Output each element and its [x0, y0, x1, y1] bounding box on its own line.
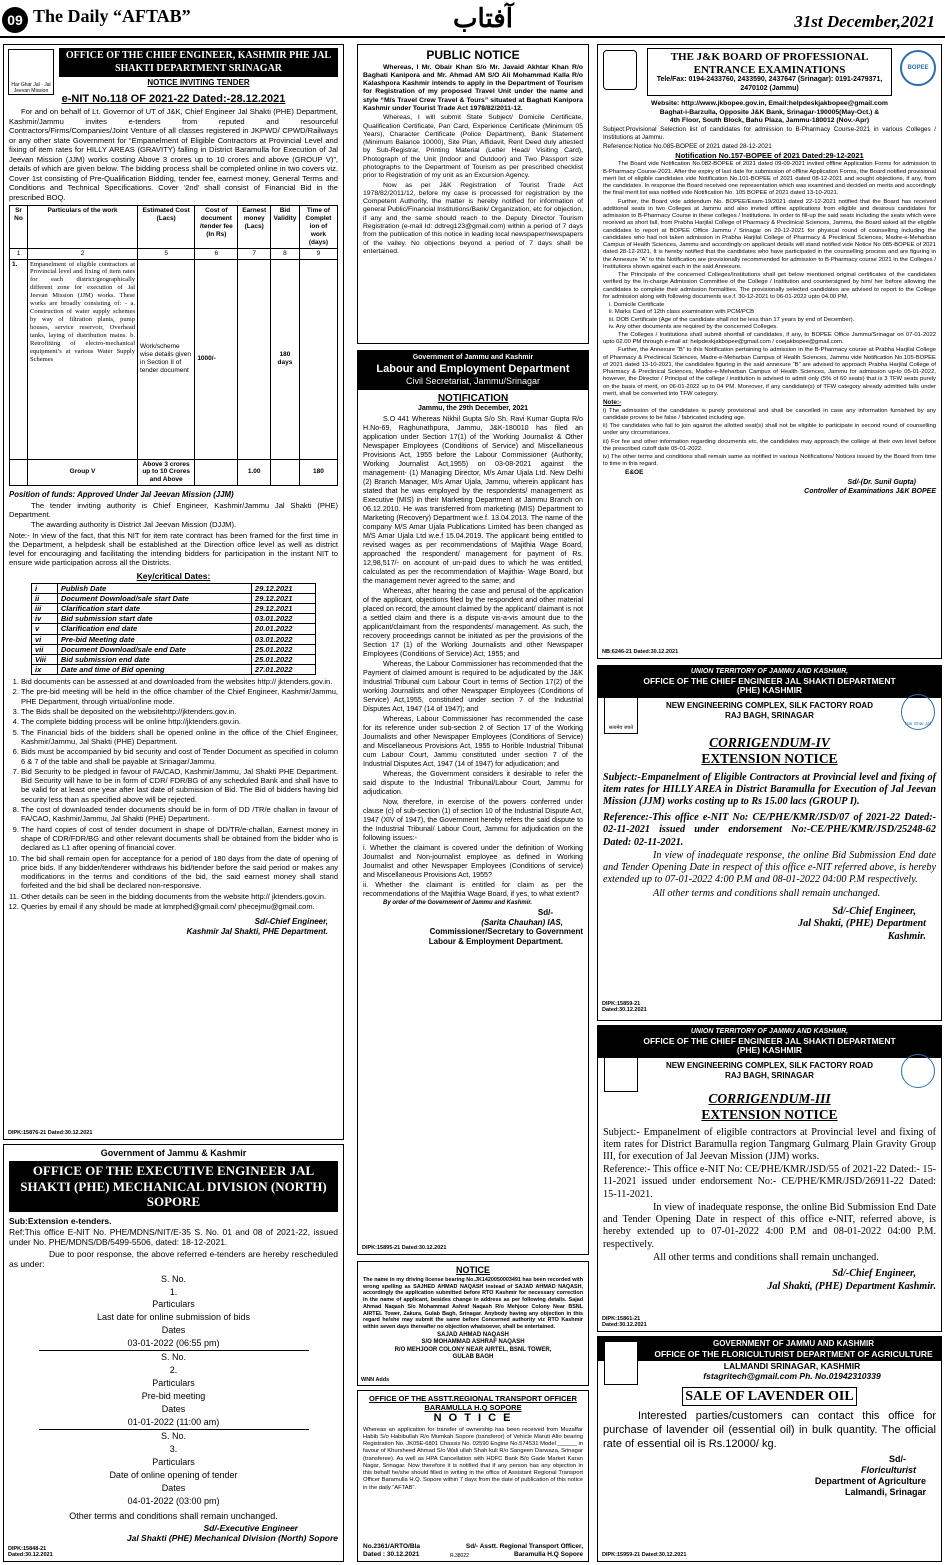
corr4-ut: UNION TERRITORY OF JAMMU AND KASHMIR, [690, 668, 849, 675]
schedule-line: 3. [169, 1444, 178, 1455]
licence-sig3: R/O MEHJOOR COLONY NEAR AIRTEL, BSNL TOWER, [394, 1346, 552, 1353]
intro-text: For and on behalf of Lt. Governor of UT of J&K, Chief Engineer Jal Shakti (PHE) Department, Kashmir/Jammu invites e-tenders from reputed and resourceful Contractors/Firms/Companies/Joint Venture of all classes registered in JKPWD/ CPWD/Railways or any other state Government for “Empanelment of Eligible Contractors at Provincial Level and fixing of item rates for HILLY AREAS (GRAVITY) falling in District Baramulla for Execution of Jal Jeevan Mission (JJM) works costing Above 3 crores up to 10 crores and above (GROUP V)”, details of which are given below. The bidding process shall be completed online in two covers viz. Cover 1st consisting of Pre-Qualification Bidding, tender fee, earnest money, General Terms and Conditions and Technical Specifications. Cover ‘2nd’ shall consist of Financial Bid in the prescribed BOQ. [9, 107, 338, 202]
bopee-notification-no: Notification No.157-BOPEE of 2021 Dated:29-12-2021 [675, 151, 864, 161]
schedule-line: Particulars [152, 1457, 195, 1468]
key-date-row [32, 583, 316, 593]
bopee-address-1: Baghat-i-Barzulla, Opposite J&K Bank, Srinagar-190005(May-Oct.) & [659, 108, 880, 116]
col-num: 1 [10, 248, 28, 259]
signature-title: Sd/-Chief Engineer, [254, 917, 328, 927]
bopee-nb: NB:6246-21 Dated:30.12.2021 [602, 649, 679, 656]
group-time: 180 [299, 459, 337, 486]
corr3-address-2: RAJ BAGH, SRINAGAR [725, 1070, 814, 1080]
rto-dated: Dated : 30.12.2021 [363, 1551, 420, 1559]
bopee-sig2: Controller of Examinations J&K BOPEE [804, 487, 936, 495]
bopee-doc-item: i. Domicile Certificate [609, 302, 665, 309]
term-item: 7. Bid Security to be pledged in favour of FA/CAO, Kashmir/Jammu, Jal Shakti PHE Department. Bid Security will have to be in form of CDR/ FDR/BG of any scheduled Bank and shall have to be valid for at least one year after last date of submission of Bid. The Bid of bidders having bid security less than as specified above will be rejected. [21, 767, 338, 804]
labour-notification-title: NOTIFICATION [437, 392, 509, 404]
col-num: 2 [28, 248, 138, 259]
th-validity: Bid Validity [271, 206, 300, 249]
corr3-body-2: All other terms and conditions shall remain unchanged. [653, 1251, 879, 1263]
sopore-extension-notice [3, 1144, 344, 1562]
bopee-logo: BOPEE [900, 50, 936, 86]
group-sr [10, 459, 28, 486]
flori-title: SALE OF LAVENDER OIL [682, 1387, 857, 1406]
corr3-dipk: DIPK:15861-21 Dated:30.12.2021 [602, 1315, 647, 1329]
flori-gov: GOVERNMENT OF JAMMU AND KASHMIR [712, 1339, 875, 1348]
labour-secretariat: Civil Secretariat, Jammu/Srinagar [405, 375, 541, 386]
term-item: 1. Bid documents can be assessed at and downloaded from the websites http:// jktenders.gov.in. [21, 677, 338, 686]
sopore-sig2: Jal Shakti (PHE) Mechanical Division (North) Sopore [126, 1533, 338, 1544]
corr4-address-1: NEW ENGINEERING COMPLEX, SILK FACTORY ROAD [666, 701, 873, 711]
corr4-title: CORRIGENDUM-IV [709, 734, 830, 750]
public-notice [357, 44, 589, 344]
bopee-doc-item: iii. DOB Certificate (Age of the candidate shall not be less than 17 years by end of December). [609, 316, 855, 323]
key-no: iv [32, 614, 58, 624]
bopee-note: iii) For fee and other information regarding documents etc. the candidates may approach the college at their own level before the prescribed cutoff date 05-01-2022. [603, 438, 936, 452]
key-date-row [32, 594, 316, 604]
rto-notice [357, 1390, 589, 1562]
key-date-row [32, 665, 316, 675]
key-no: ix [32, 665, 58, 675]
schedule-line: Particulars [152, 1378, 195, 1389]
schedule-line: Particulars [152, 1299, 195, 1310]
th-time: Time of Complet ion of work (days) [299, 206, 337, 249]
bopee-reference: Reference:Notice No.085-BOPEE of 2021 dated 28-12-2021 [603, 142, 772, 150]
inviting-authority: The tender inviting authority is Chief Engineer, Kashmir/Jammu Jal Shakti (PHE) Department. [9, 500, 338, 520]
public-para-3: Now as per J&K Registration of Tourist Trade Act 1978/82/2011/12, before my case is processed for registration by the Competent Authority, the matter is hereby notified for information of general Public/Financial Institutions/Bank/ Organization, etc for objection, if any and the same should reach to the Deputy Director Tourism Registration (e-mail Id: ddtreg123@gmail.com) within a period of 7 days from the publication of this notice in leading local newspaper/newspapers of the valley. No objections beyond a period of 7 days shall be entertained. [363, 181, 583, 255]
key-label: Publish Date [57, 583, 251, 593]
corr4-body-2: All other terms and conditions shall remain unchanged. [653, 887, 881, 899]
sopore-sig1: Sd/-Executive Engineer [203, 1522, 298, 1533]
group-label: Group V [28, 459, 138, 486]
emblem-icon [603, 50, 637, 90]
labour-dept: Labour and Employment Department [376, 362, 570, 375]
key-date: 25.01.2022 [251, 644, 315, 654]
public-para-2: Whereas, I will submit State Subject/ Domicile Certificate, Qualification Certificate, Pan Card, Experience Certificate (Minimum 05 Years), Character Certificate (Police Department), Bank Statement (Minimum Balance 10000), Site Plan, Affidavit, Rent Deed duly attested by Sub-Registrar, Printing Material (Letter Head/ Visiting Card), Photograph of the Unit (Indoor and Outdoor) and Two Passport size photographs to the Department of Tourism as per prescribed checklist prior to Registration of my unit as an Excursion Agency. [363, 114, 583, 180]
rto-sig1: Sd/- Asstt. Regional Transport Officer, [465, 1543, 583, 1551]
schedule-line: Last date for online submission of bids [96, 1312, 251, 1323]
labour-header [358, 351, 588, 390]
key-label: Document Download/sale start Date [57, 594, 251, 604]
corr3-address-1: NEW ENGINEERING COMPLEX, SILK FACTORY ROAD [666, 1061, 873, 1071]
corr4-subject: Subject:-Empanelment of Eligible Contractors at Provincial level and fixing of item rates for HILLY AREA in District Baramulla for Execution of Jal Jeevan Mission (JJM) works costing up to Rs 15.00 lacs (GROUP I). [603, 771, 936, 807]
sopore-heading: OFFICE OF THE EXECUTIVE ENGINEER JAL SHAKTI (PHE) MECHANICAL DIVISION (NORTH) SOPORE [9, 1161, 338, 1212]
schedule-line: 1. [169, 1286, 178, 1297]
corr4-sig1: Sd/-Chief Engineer, [832, 905, 916, 917]
dipk-number: DIPK:15876-21 Dated:30.12.2021 [8, 1130, 93, 1137]
public-para-1: Whereas, I Mr. Obair Khan S/o Mr. Javaid Akhtar Khan R/o Baghati Kanipora and Mr. Ahmad AM S/O Ali Mohammad Kalla R/o Kalashpora Kashmir intends to apply in the Department of Tourism for Registration of my proposed Travel Unit under the name and style “M/s Travel Crew Travel & Tours” situated at Baghati Kanipora Kashmir under Tourist Trade Act 1978/82/2011-12. [363, 63, 583, 113]
col-num: 6 [195, 248, 238, 259]
labour-gov: Government of Jammu and Kashmir [412, 354, 534, 361]
key-dates-title: Key/critical Dates: [136, 570, 211, 581]
key-no: ii [32, 594, 58, 604]
sopore-tail: Other terms and conditions shall remain unchanged. [69, 1510, 278, 1521]
labour-para: Whereas, the Labour Commissioner has recommended that the Payment of claimed amount is required to be adjudicated by the J&K Industrial Tribunal cum Labour Court in terms of Section 17(2) of the working Journalists and other Newspaper Employees (Conditions of Service) Act,1955, constituted under section 7 of the Industrial Disputes Act, 1947 (14 of 1947); and [363, 659, 583, 713]
har-ghar-jal-logo [901, 1054, 935, 1088]
corr3-subtitle: EXTENSION NOTICE [701, 1107, 838, 1123]
corr3-header [598, 1026, 941, 1058]
key-date: 27.01.2022 [251, 665, 315, 675]
th-cost: Estimated Cost (Lacs) [138, 206, 195, 249]
labour-para: S.O 441 Whereas Nikhil Gupta S/o Sh. Ravi Kumar Gupta R/o H.No-69, Raghunathpura, Jammu, J&K-180010 has filed an application under Section 17(1) of the Working Journalist & Other Newspaper Employees (Conditions of Service) and Miscellaneous Provisions Act, 1955 before the Labour Commissioner (Authority, Working Journalist Act,1955) on 03-08-2021 against the management- (1) Managing Director, M/s Amar Ujala Ltd. New Delhi (2) Branch Manager, M/s Amar Ujala, Jammu, wherein applicant has stated that he was employed by the respondents/ management as Executive (MIS) in their Marketing Department at Jammu Branch on 06.12.2010. He was transferred from marketing (MIS) Department to Marketing (Recovery) Department w.e.f. 13.04.2013. The name of the company M/S Amar Ujala Publications Limited has been changed as M/S Amar Ujala Ltd w.e.f 15.04.2019. The applicant being entitled to revised wages as per recommendations of Majithia Wage Board, approached the respondent/ management for payment of Rs. 12,98,517/- on account of un-paid dues to which he was entitled, calculated as per the recommendation of Majithia- Wage Board, but the management never agreed to the same; and [363, 414, 583, 585]
rto-heading-2: BARAMULLA H.Q SOPORE [424, 1403, 522, 1413]
bopee-website: Website: http://www.jkbopee.gov.in, Email:helpdeskjakbopee@gmail.com [651, 100, 888, 108]
sopore-dipk: DIPK:15848-21 Dated:30.12.2021 [8, 1545, 53, 1559]
rto-body: Whereas an application for transfer of ownership has been received from Muzaffar Habib S/o Habibullah R/o Mumkah Sopore (transferor) of Vehicle Maruti Alto bearing Registration No. JK05E-6801 Chassis No. 02590 Engine No.574531 Model ______ in favour of Khursheed Ahmad S/o Wali ullah Shah kuli R/o Sangeen Darwaza, Srinagar (transferee). As well as HPA Cancellation with HDFC Bank B/o Gade Market Karan Nagar, Srinagar. Now therefore it is notified that if any person has any objection in this behalf he/she should filled in writing in the office of Assistant Regional Transport Officer Baramulla H.Q. Sopore within 7 days from the date of publication of this notice in the daily “AFTAB”. [363, 1426, 583, 1491]
corrigendum-iv [597, 665, 942, 1021]
key-no: v [32, 624, 58, 634]
sopore-schedule-table [39, 1273, 309, 1508]
row-work: Empanelment of eligible contractors at Provincial level and fixing of item rates for each district/geographically different zone for execution of Jal Jeevan Mission (JJM) works. These works are broadly consisting of: - a. Construction of water supply schemes by way of filtration plants, pump houses, service reservoir, Overhead tanks, laying of distribution mains. b. Retrofitting of electro-mechanical equipment’s at various Water Supply Schemes [28, 259, 138, 459]
licence-sig2: S/O MOHAMMAD ASHRAF NAQASH [421, 1339, 525, 1346]
har-ghar-jal-logo: Har Ghar Jal · Jal Jeevan Mission [8, 49, 54, 95]
corrigendum-iii [597, 1025, 942, 1332]
corr4-address-2: RAJ BAGH, SRINAGAR [725, 710, 814, 720]
corr4-header [598, 666, 941, 698]
key-no: vii [32, 644, 58, 654]
corr3-title: CORRIGENDUM-III [708, 1090, 831, 1106]
corr4-dipk: DIPK:15859-21 Dated:30.12.2021 [602, 1000, 647, 1014]
bopee-notification [597, 44, 942, 659]
key-date-row [32, 644, 316, 654]
term-item: 5. The Financial bids of the bidders shall be opened online in the office of the Chief Engineer, Kashmir/Jammu, Jal Shakti (PHE) Department. [21, 728, 338, 747]
flori-dipk: DIPK:15959-21 Dated:30.12.2021 [602, 1552, 687, 1559]
bopee-note: ii) The candidates who fail to join against the allotted seat(s) shall not be eligible to participate in second round of counselling under any circumstances. [603, 423, 936, 437]
schedule-line: Date of online opening of tender [109, 1470, 238, 1481]
sopore-subject: Sub:Extension e-tenders. [9, 1215, 112, 1226]
licence-name-notice [357, 1261, 589, 1386]
signature-dept: Kashmir Jal Shakti, PHE Department. [186, 927, 328, 937]
row-fee: 1000/- [195, 259, 238, 459]
bopee-address-2: 4th Floor, South Block, Bahu Plaza, Jammu-180012 (Nov.-Apr) [669, 116, 870, 124]
group-validity [271, 459, 300, 486]
flori-contact: fstagritech@gmail.com Ph. No.01942310339 [703, 1371, 881, 1382]
paper-name: The Daily “AFTAB” [33, 6, 191, 26]
key-date-row [32, 654, 316, 664]
emblem-icon: सत्यमेव जयते [604, 694, 638, 734]
bopee-note-heading: Note:- [603, 399, 622, 407]
key-label: Date and time of Bid opening [57, 665, 251, 675]
bopee-subject: Subject:Provisional Selection list of candidates for admission to B-Pharmacy Course-2021 in various Colleges / Institutions at Jammu. [603, 126, 936, 141]
rto-heading-1: OFFICE OF THE ASSTT.REGIONAL TRANSPORT OFFICER [369, 1394, 577, 1403]
term-item: 3. The Bids shall be deposited on the websitehttp://jktenders.gov.in. [21, 707, 338, 716]
corr4-body: In view of inadequate response, the online Bid Submission End date and Tender Opening Date in respect of this office e-NIT referred above, is hereby extended up to 07-01-2022 4:00 P.M and 08-01-2022 04:00 P.M respectively. [603, 849, 936, 886]
key-date-row [32, 614, 316, 624]
helpdesk-note: Note:- In view of the fact, that this NIT for item rate contract has been framed for the first time in the Department, a helpdesk shall be established at the Direction office level as well as district level for encouraging and facilitating the intending bidders for participation in the instant NIT to ensure wide participation across all the Districts. [9, 530, 338, 568]
labour-sig2: Commissioner/Secretary to Government [429, 927, 583, 937]
corr3-body: In view of inadequate response, the online Bid Submission End Date and Tender Opening Date in respect of this office e-NIT, referred above, is hereby extended up to 07-01-2022 4:00 P.M and 08-01-2022 04:00 P.M. respectively. [603, 1201, 936, 1250]
bopee-header-box [647, 48, 892, 96]
labour-sd: Sd/- [537, 907, 553, 917]
labour-para: Now, therefore, in exercise of the powers conferred under clause (c) of sub-section (1) of section 10 of the Industrial Dispute Act, 1947 (XIV of 1947), the Government hereby refers the said dispute to the Industrial Tribunal/ Labour Court, Jammu for adjudication on the following issues:- [363, 797, 584, 842]
corr3-subject: Subject:- Empanelment of eligible contractors at Provincial level and fixing of item rates for District Baramulla region Tangmarg Gulmarg Plain Gravity Group III, for execution of Jal Jeevan Mission (JJM) works. [603, 1126, 936, 1162]
row-sr: 1. [10, 259, 28, 459]
key-no: i [32, 583, 58, 593]
schedule-line: Dates [161, 1483, 186, 1494]
schedule-line: 04-01-2022 (03:00 pm) [127, 1496, 220, 1507]
awarding-authority: The awarding authority is District Jal Jeevan Mission (DJJM). [31, 520, 237, 530]
key-no: Viii [32, 654, 58, 664]
har-ghar-jal-logo: Har Ghar Jal [901, 694, 935, 730]
corr3-reference: Reference:- This office e-NIT No: CE/PHE/KMR/JSD/55 of 2021-22 Dated:- 15-11-2021 issued under endorsement No:- CE/PHE/KMR/JSD/26911-22 Dated: 15-11-2021. [603, 1164, 936, 1200]
group-cost: Above 3 crores up to 10 Crores and Above [138, 459, 195, 486]
notice-subheading: NOTICE INVITING TENDER [147, 78, 250, 87]
key-label: Clarification start date [57, 604, 251, 614]
term-item: 9. The hard copies of cost of tender document in shape of DD/TR/e-challan, Earnest money in shape of CDR/FDR/BG and other relevant documents shall be obtained from the bidder who is declared as L1 after opening of financial cover. [21, 825, 338, 853]
labour-para: Whereas, after hearing the case and perusal of the application of the applicant, objections filed by the respondent and other material placed on record, the amount claimed by the applicant/ claimant is not a settled claim and there is a dispute vis-a-vis amount due to the applicant/claimant from the respondents/ management. As such, the recovery proceedings cannot be initiated as per the provisions of the Section 17 (1) of the Working Journalists and other Newspaper Employees (Conditions of Service) Act, 1955; and [363, 586, 583, 658]
row-cost: Work/scheme wise details given in Section II of tender document [138, 259, 195, 459]
th-work: Particulars of the work [28, 206, 138, 249]
row-time [299, 259, 337, 459]
key-date: 29.12.2021 [251, 604, 315, 614]
tender-notice-jal-shakti [3, 44, 344, 1140]
key-date: 03.01.2022 [251, 614, 315, 624]
rto-ref-no: No.2361/ARTO/Bla [363, 1543, 420, 1551]
col-num: 9 [299, 248, 337, 259]
corr4-office: OFFICE OF THE CHIEF ENGINEER JAL SHAKTI DEPARTMENT (PHE) KASHMIR [643, 675, 896, 696]
term-item: 8. The cost of downloaded tender documents should be in form of DD /TR/e challan in favour of FA/CAO, Kashmir/Jammu, Jal Shakti (PHE) Department. [21, 805, 338, 824]
schedule-line: 01-01-2022 (11:00 am) [39, 1416, 309, 1429]
key-date-row [32, 634, 316, 644]
bopee-note: iv) The other terms and conditions shall remain same as notified in various Notifications/ Notices issued by the Board from time to time in this regard. [603, 454, 936, 468]
flori-body: Interested parties/customers can contact this office for purchase of lavender oil (essential oil) in bulk quantity. The official rate of essential oil is Rs.12000/ kg. [603, 1409, 936, 1451]
sopore-reference: Ref:This office E-NIT No. PHE/MDNS/NIT/E-35 S. No. 01 and 08 of 2021-22, issued under No. PHE/MDNS/DB/5499-5506, dated: 18-12-2021. [9, 1227, 338, 1248]
terms-list [9, 677, 338, 911]
corr4-sig3: Kashmir. [887, 930, 926, 942]
th-sr: Sr No [10, 206, 28, 249]
corr4-subtitle: EXTENSION NOTICE [701, 751, 838, 767]
key-date: 29.12.2021 [251, 583, 315, 593]
schedule-line: S. No. [160, 1431, 186, 1442]
term-item: 4. The complete bidding process will be online http://jktenders.gov.in. [21, 717, 338, 726]
schedule-line: Pre-bid meeting [141, 1391, 206, 1402]
bopee-para: The Principals of the concerned Colleges/Institutions shall get below mentioned original certificates of the candidates verified by the In-charge Admission Committee of the College / Institution and countersigned by him/ her before allowing the candidates to complete their admission formalities. The provisionally selected candidates are advised to report to the College for admission along with following documents w.e.f. 30-12-2021 to 06-01-2022 upto 04.00 PM. [603, 272, 936, 300]
corr3-ut: UNION TERRITORY OF JAMMU AND KASHMIR, [690, 1028, 849, 1035]
labour-issue-2: ii. Whether the claimant is entitled for claim as per the recommendations of the Majithia Wage Board, if yes, to what extent? [363, 880, 583, 898]
labour-para: Whereas, the Government considers it desirable to refer the said dispute to the Industrial Tribunal/Labour Court, Jammu for adjudication. [363, 769, 583, 796]
rto-notice-title: N O T I C E [433, 1412, 513, 1425]
bopee-doc-item: iv. Any other documents are required by the concerned Colleges. [609, 323, 778, 330]
group-em: 1.00 [238, 459, 271, 486]
corr3-sig2: Jal Shakti, (PHE) Department Kashmir. [767, 1280, 936, 1292]
schedule-line: Dates [161, 1325, 186, 1336]
flori-sig3: Lalmandi, Srinagar [844, 1487, 926, 1498]
licence-notice-title: NOTICE [455, 1265, 490, 1275]
rto-sig2: Baramulla H.Q Sopore [514, 1551, 583, 1559]
schedule-line: Dates [161, 1404, 186, 1415]
key-no: iii [32, 604, 58, 614]
th-em: Earnest money (Lacs) [238, 206, 271, 249]
flori-sig1: Floriculturist [860, 1465, 916, 1476]
key-date-row [32, 604, 316, 614]
bopee-title: THE J&K BOARD OF PROFESSIONAL ENTRANCE EXAMINATIONS [670, 51, 869, 76]
row-em [238, 259, 271, 459]
term-item: 12. Queries by email if any should be made at kmrphed@gmail.com/ phecejmu@gmail.com. [21, 902, 338, 911]
flori-office: OFFICE OF THE FLORICULTURIST DEPARTMENT OF AGRICULTURE [654, 1348, 933, 1359]
labour-issue-1: i. Whether the claimant is covered under the definition of Working Journalist and Non-journalist employee as defined in Working Journalist and other Newspaper Employees (Conditions of service) and Miscellaneous Provisions Act, 1955? [363, 843, 583, 879]
flori-header [598, 1337, 941, 1361]
public-notice-title: PUBLIC NOTICE [426, 48, 520, 62]
licence-sig4: GULAB BAGH [452, 1353, 494, 1360]
work-table [9, 205, 338, 486]
key-date: 20.01.2022 [251, 624, 315, 634]
flori-sig2: Department of Agriculture [814, 1476, 926, 1487]
bopee-para: Further, the Board vide addendum No. BOPEE/Exam-19/2021 dated 22-12-2021 notified that the Board has received additional seats in two Colleges at Jammu and also invited offline applications from eligible and desirous candidates for admission to B-Pharmacy Course in these colleges / Institutions. In order to fill-up the said seats including the seats which were received as short fall, from Prabha Harjilal College of Pharmacy & Preclinical Sciences, Jammu, the Board asked all the eligible candidates to report at BOPEE Office Jammu / Srinagar on 29-12-2021 for physical round of counselling including the candidates who had not taken admission in Prabha Harjilal College of Pharmacy & Preclinical Sciences, Madre-e-Meharban Campus of Health Sciences, Jammu and accordingly on applicant details will stand notified vide Notice No 085-BOPEE of 2021 dated 28-12-2021. It is hereby notified that the candidates who have participated in the counselling process and are figuring in the Annexure “A” to this Notification are provisionally recommended for admission to B-Pharmacy course 2021 in the Colleges / Institutions shown against each in the said Annexure. [603, 198, 936, 270]
issue-date: 31st December,2021 [794, 12, 935, 31]
key-label: Bid submission end date [57, 654, 251, 664]
labour-para: Whereas, Labour Commissioner has recommended the case for its reference under sub-section 2 of Section 17 of the Working Journalists and other Newspaper Employees (Conditions of Service) and Miscellaneous Provisions Act, 1955 to Horible Industrial Tribunal cum Labour Court, Jammu constituted under section 7 of the Industrial Disputes Act, 1947 (14 of 1947) for adjudication; and [363, 714, 583, 768]
key-label: Pre-bid Meeting date [57, 634, 251, 644]
rto-code: R.38022 [450, 1552, 469, 1559]
key-date: 29.12.2021 [251, 594, 315, 604]
labour-order: By order of the Government of Jammu and Kashmir. [383, 899, 533, 906]
masthead-logo: آفتاب [453, 4, 513, 34]
row-validity: 180 days [271, 259, 300, 459]
masthead [0, 0, 945, 38]
nit-number: e-NIT No.118 OF 2021-22 Dated:-28.12.2021 [61, 92, 286, 105]
bopee-doc-item: ii. Marks Card of 12th class examination with PCM/PCB [609, 309, 755, 316]
emblem-icon [604, 1054, 638, 1092]
group-fee [195, 459, 238, 486]
notice-heading: OFFICE OF THE CHIEF ENGINEER, KASHMIR PHE JAL SHAKTI DEPARTMENT SRINAGAR [59, 48, 338, 77]
bopee-tel: Tele/Fax: 0194-2433760, 2433590, 2437647 (Srinagar): 0191-2479371, 2470102 (Jammu) [656, 76, 883, 92]
key-no: vi [32, 634, 58, 644]
term-item: 2. The pre-bid meeting will be held in the office chamber of the Chief Engineer, Kashmir/Jammu, PHE Department, through virtual/online mode. [21, 687, 338, 706]
flori-sd: Sd/- [889, 1454, 906, 1465]
labour-sig1: (Sarita Chauhan) IAS, [481, 917, 563, 927]
bopee-sig1: Sd/-(Dr. Sunil Gupta) [847, 479, 916, 487]
lavender-oil-notice [597, 1336, 942, 1562]
sopore-body: Due to poor response, the above referred e-tenders are hereby rescheduled as under: [9, 1248, 338, 1270]
position-of-funds: Position of funds: Approved Under Jal Jeevan Mission (JJM) [9, 490, 234, 500]
labour-sig3: Labour & Employment Department. [428, 937, 563, 947]
col-num: 8 [271, 248, 300, 259]
corr4-sig2: Jal Shakti, (PHE) Department [798, 918, 926, 930]
term-item: 6. Bids must be accompanied by bid security and cost of Tender Document as specified in column 6 & 7 of the table and shall be payable at Srinagar/Jammu. [21, 747, 338, 766]
key-date: 25.01.2022 [251, 654, 315, 664]
page-number: 09 [2, 7, 28, 33]
bopee-para: The Colleges / Institutions shall submit shortfall of candidates, if any, to BOPEE Office Jammu/Srinagar on 07-01-2022 upto 02.00 PM through e-mail at: helpdeskjakbopee@gmail.com / coejakbopee@gmail.com. [603, 331, 936, 346]
key-label: Document Download/sale end Date [57, 644, 251, 654]
flori-address: LALMANDI SRINAGAR, KASHMIR [723, 1361, 861, 1372]
schedule-line: S. No. [160, 1352, 186, 1363]
schedule-line: S. No. [160, 1273, 186, 1284]
sopore-gov: Government of Jammu & Kashmir [100, 1148, 247, 1158]
col-num: 7 [238, 248, 271, 259]
term-item: 10. The bid shall remain open for acceptance for a period of 180 days from the date of opening of price bids. If any bidder/tenderer withdraws his bid/tender before the said period or makes any modifications in the terms and conditions of the bid, the said earnest money shall stand forfeited and the bid shall be declared non-responsive. [21, 854, 338, 891]
key-label: Clarification end date [57, 624, 251, 634]
schedule-line: 2. [169, 1365, 178, 1376]
licence-sig1: SAJAD AHMAD NAQASH [437, 1331, 509, 1338]
schedule-line: 03-01-2022 (06:55 pm) [39, 1337, 309, 1350]
licence-ads-tag: WNN Adds [361, 1377, 390, 1384]
labour-date: Jammu, the 29th December, 2021 [417, 405, 529, 413]
bopee-note: i) The admission of the candidates is purely provisional and shall be cancelled in case any information furnished by any candidate proves to be false / fabricated including age. [603, 407, 936, 422]
labour-dipk: DIPK:15895-21 Dated:30.12.2021 [362, 1245, 447, 1252]
corr4-reference: Reference:-This office e-NIT No: CE/PHE/KMR/JSD/07 of 2021-22 Dated:- 02-11-2021 issued under endorsement No:-CE/PHE/KMR/JSD/25248-62 Dated: 02-11-2021. [603, 812, 936, 848]
key-label: Bid submission start date [57, 614, 251, 624]
key-date-row [32, 624, 316, 634]
corr3-office: OFFICE OF THE CHIEF ENGINEER JAL SHAKTI DEPARTMENT (PHE) KASHMIR [643, 1035, 896, 1056]
bopee-para: The Board vide Notification No.082-BOPEE of 2021 dated 09-09-2021 invited offline Application Forms for admission to B-Pharmacy Course-2021. After the expiry of last date for submission of offline Application Forms, the Board notified provisional merit list of eligible candidates vide Notification No.101-BOPEE of 2021 dated 08-12-2021 and sought objections, if any, from the candidates. In response the Board received one representation which was examined and decided on merits and accordingly the final merit list was notified vide Notification No. 105 BOPEE of 2021 dated 13-10-2021. [603, 161, 936, 197]
key-dates-table [31, 583, 316, 675]
key-date: 03.01.2022 [251, 634, 315, 644]
bopee-para: Further, the Annexure “B” to this Notification pertaining to admission in the B-Pharmacy course at Prabha Harjilal College of Pharmacy & Preclinical Sciences, Madre-e-Meharban Campus of Health Sciences, Jammu vide Notification No.105-BOPEE of 2021 dated 13-10-2021, the candidates figuring in the said annexure “B” are advised to approach Prabha Harjilal College of Pharmacy & Preclinical Sciences, Madre-e-Meharban Campus of Health Sciences, Jammu for admission up-to 05-01-2022, however, the Director / Principal of the college / institution is advised to admit only (5% of 60 seats) that is 3 TFW seats purely on the basis of merit, on 06-01-2022 up to 04 PM. Moreover, if any candidate(s) of TFW category already admitted falls under merit, shall be converted into TFW category. [603, 347, 936, 397]
col-num: 5 [138, 248, 195, 259]
bopee-eoe: E&OE [625, 469, 644, 477]
corr3-sig1: Sd/-Chief Engineer, [832, 1268, 916, 1280]
th-fee: Cost of document /tender fee (In Rs) [195, 206, 238, 249]
emblem-icon [604, 1341, 638, 1385]
licence-notice-body: The name in my driving license bearing No.JK1420050003491 has been recorded with wrong spelling as SAJHED AHMAD NAQASH instead of SAJAD AHMAD NAQASH, accordingly the application submitted before RTO Kashmir for necessary correction in the name of applicant, besides change in address as per following details. Sajad Ahmad Naqash S/o Mohammad Ashraf Naqash R/o Mehjoor Colony Near BSNL AIRTEL Tower, Zakura, Gulab Bagh, Srinagar. Anybody having any objection in this regard he/she may submit the same before Concerned authority viz RTO Kashmir within seven days thereafter no objection whatsoever, shall be entertained. [363, 1276, 583, 1331]
labour-notification [357, 350, 589, 1255]
term-item: 11. Other details can be seen in the bidding documents from the website http:// jktenders.gov.in. [21, 892, 338, 901]
